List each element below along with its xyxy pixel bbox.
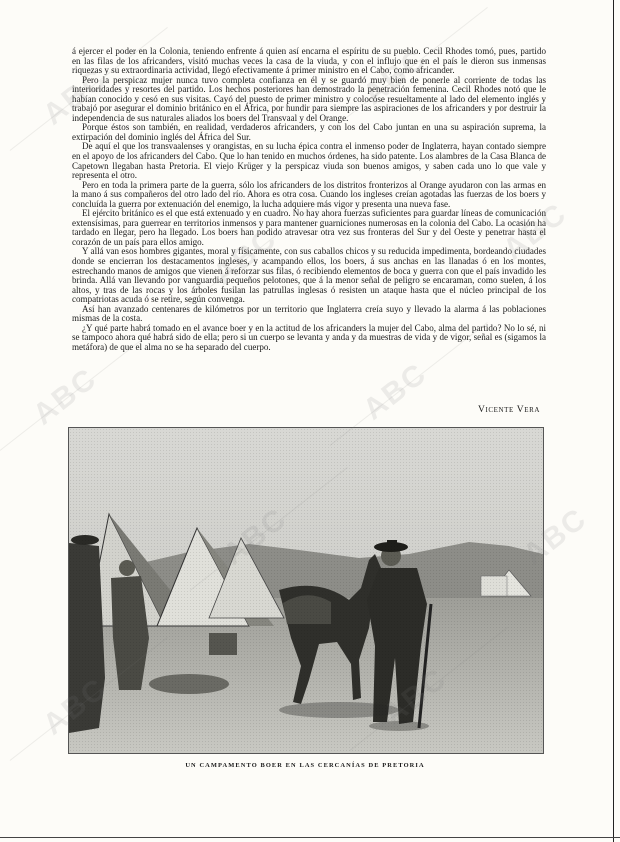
article-paragraph: Pero en toda la primera parte de la guerra, sólo los africanders de los distritos fronterizos al Orange ayudaron con las armas en la mano á sus compañeros del otro lado del río. Ahora es otra cosa. Cuando los ingleses creían agotadas las fuerzas de los boers y concluída la guerra por extenuación del enemigo, la lucha adquiere más vigor y presenta una nueva fase. <box>72 179 546 209</box>
author-signature <box>420 405 540 415</box>
watermark: ABC <box>357 356 434 427</box>
article-paragraph: El ejército británico es el que está extenuado y en cuadro. No hay ahora fuerzas suficientes para guardar líneas de comunicación extensísimas, para guerrear en territorios inmensos y para mantener guarniciones numerosas en la colonia del Cabo. La ocasión ha tardado en llegar, pero ha llegado. Los boers han podido atravesar otra vez sus fronteras del Sur y del Oeste y penetrar hasta el corazón de un país para ellos amigo. <box>72 208 546 247</box>
watermark: ABC <box>27 361 104 432</box>
watermark: ABC <box>37 61 114 132</box>
halftone-texture <box>69 428 543 753</box>
article-paragraph: ¿Y qué parte habrá tomado en el avance boer y en la actitud de los africanders la mujer del Cabo, alma del partido? No lo sé, ni se tampoco ahora qué habrá sido de ella; pero si un cuerpo se levanta y anda y da muestras de vida y de vigor, señal es (sigamos la metáfora) de que el alma no se ha separado del cuerpo. <box>72 322 546 352</box>
article-paragraph: á ejercer el poder en la Colonia, teniendo enfrente á quien así encarna el espíritu de su pueblo. Cecil Rhodes tomó, pues, partido en las filas de los africanders, visitó muchas veces la casa de la viuda, y con el influjo que en el país le dieron sus inmensas riquezas y su extraordinaria actividad, llegó efectivamente á primer ministro en el Cabo, como africander. <box>72 46 546 76</box>
page-edge <box>613 0 614 842</box>
watermark: ABC <box>497 196 574 267</box>
photo-illustration <box>69 428 543 753</box>
boer-camp-photograph <box>68 427 544 754</box>
photo-caption: UN CAMPAMENTO BOER EN LAS CERCANÍAS DE PRETORIA <box>185 762 425 769</box>
author-name: Vicente Vera <box>477 405 540 415</box>
page-edge <box>0 837 620 838</box>
article-paragraph: Y allá van esos hombres gigantes, moral y físicamente, con sus caballos chicos y su reducida impedimenta, bordeando ciudades donde se encierran los destacamentos ingleses, y acampando ellos, los boers, á sus anchas en las llanadas ó en los montes, estrechando manos de amigos que vienen á reforzar sus filas, ó recibiendo elementos de boca y guerra con que el país invadido les brinda. Allá van llevando por vanguardia pequeños pelotones, que á la menor señal de peligro se encaraman, como suelen, á los altos, y tras de las rocas y los árboles fusilan las patrullas inglesas ó resisten un ataque hasta que el núcleo principal de los compatriotas acuda ó se retire, según convenga. <box>72 246 546 305</box>
article-paragraph: Así han avanzado centenares de kilómetros por un territorio que Inglaterra creía suyo y llevado la alarma á las poblaciones mismas de la costa. <box>72 303 546 324</box>
watermark: ABC <box>517 501 594 572</box>
article-paragraph: Pero la perspicaz mujer nunca tuvo completa confianza en él y se guardó muy bien de ponerle al corriente de todas las interioridades y resortes del partido. Los hechos posteriores han demostrado la penetración femenina. Cecil Rhodes notó que le habían conocido y cesó en sus visitas. Cayó del puesto de primer ministro y colocóse resueltamente al lado del elemento inglés y trabajó por asegurar el dominio británico en el África, por hundir para siempre las aspiraciones de los africanders y por destruir la independencia de sus naturales aliados los boers del Transvaal y del Orange. <box>72 74 546 123</box>
article-paragraph: Porque éstos son también, en realidad, verdaderos africanders, y con los del Cabo juntan en una su aspiración suprema, la extirpación del dominio inglés del África del Sur. <box>72 122 546 142</box>
article-paragraph: De aquí el que los transvaalenses y orangistas, en su lucha épica contra el inmenso poder de Inglaterra, hayan contado siempre en el apoyo de los africanders del Cabo. Que lo han tenido en muchos órdenes, ha sido patente. Los alambres de la Casa Blanca de Capetown llegaban hasta Pretoria. El viejo Krüger y la perspicaz viuda son buenos amigos, y saben cada uno lo que vale y representa el otro. <box>72 141 546 181</box>
article-body <box>72 47 546 353</box>
watermark: ABC <box>207 221 284 292</box>
watermark: ABC <box>357 41 434 112</box>
